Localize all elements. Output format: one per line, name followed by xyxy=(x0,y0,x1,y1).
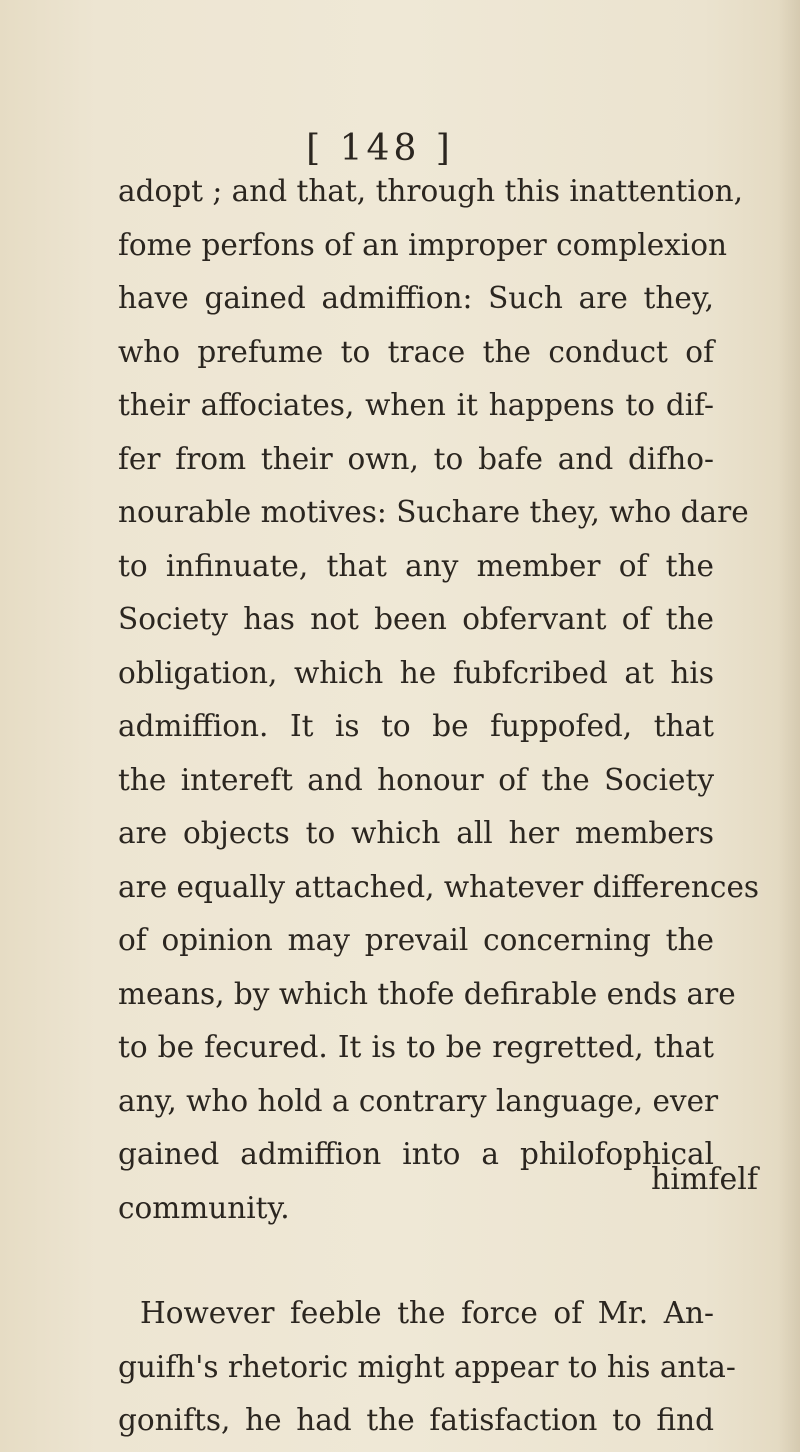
text-line: to be fecured. It is to be regretted, that xyxy=(118,1030,714,1064)
text-line: who prefume to trace the conduct of xyxy=(118,334,714,369)
text-line: are objects to which all her members xyxy=(118,816,714,850)
text-line: fer from their own, to bafe and difho- xyxy=(118,441,714,476)
page-number: [ 148 ] xyxy=(306,128,454,169)
page-edge-shadow xyxy=(778,0,800,1452)
text-line: the intereft and honour of the Society xyxy=(118,762,714,797)
text-line: community. xyxy=(118,1190,290,1225)
text-line: admiffion. It is to be fuppofed, that xyxy=(118,709,714,743)
text-line: to infinuate, that any member of the xyxy=(118,548,714,583)
text-line: their affociates, when it happens to dif- xyxy=(118,388,714,422)
text-line: gained admiffion into a philofophical xyxy=(118,1137,714,1171)
text-line: gonifts, he had the fatisfaction to find xyxy=(118,1403,714,1437)
paragraph-gap xyxy=(118,1235,714,1287)
text-line: Society has not been obfervant of the xyxy=(118,602,714,636)
text-line: means, by which thofe defirable ends are xyxy=(118,976,736,1011)
text-line: obligation, which he fubfcribed at his xyxy=(118,655,714,690)
text-line: any, who hold a contrary language, ever xyxy=(118,1083,719,1118)
text-line: guifh's rhetoric might appear to his anta- xyxy=(118,1349,736,1384)
body-text xyxy=(118,165,760,1448)
text-line: have gained admiffion: Such are they, xyxy=(118,281,714,315)
text-line: fome perfons of an improper complexion xyxy=(118,227,727,262)
text-line: adopt ; and that, through this inattention, xyxy=(118,174,743,208)
catchword: himfelf xyxy=(651,1162,758,1197)
text-line: are equally attached, whatever differences xyxy=(118,869,760,904)
text-line: nourable motives: Suchare they, who dare xyxy=(118,495,749,529)
text-line: However feeble the force of Mr. An- xyxy=(140,1296,714,1330)
text-line: of opinion may prevail concerning the xyxy=(118,923,714,957)
